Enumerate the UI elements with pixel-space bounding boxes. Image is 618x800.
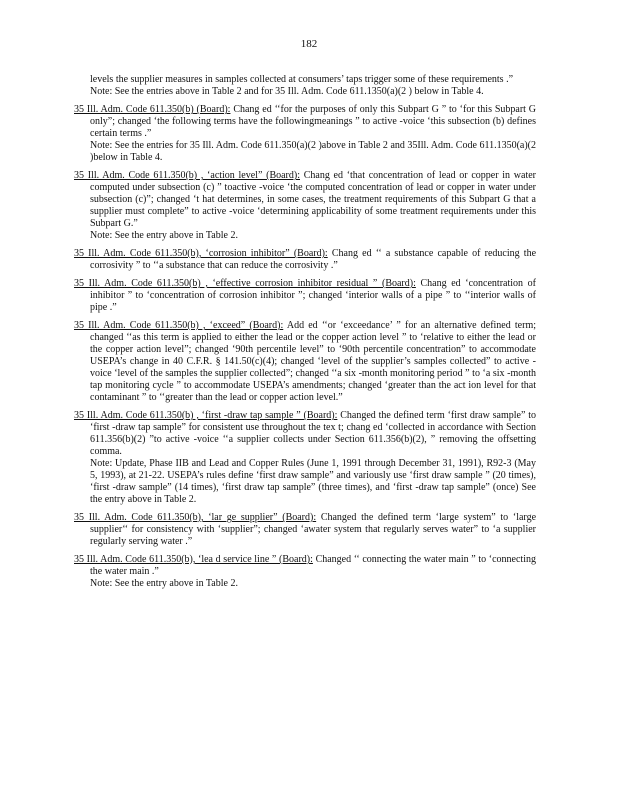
- entry-citation: 35 Ill. Adm. Code 611.350(b) , ‘action level” (Board):: [74, 170, 300, 181]
- table-entry: [74, 410, 536, 506]
- entry-text: Chang ed ‘‘for the purposes of only this Subpart G ” to ‘for this Subpart G only”; changed ‘the following terms have the followingmeanings ” to active -voice ‘this subsection (b) defines certain terms .”: [90, 104, 537, 139]
- continuation-text: levels the supplier measures in samples collected at consumers’ taps trigger some of these requirements .”: [90, 74, 514, 85]
- entry-citation: 35 Ill. Adm. Code 611.350(b), ‘corrosion inhibitor” (Board):: [74, 248, 328, 259]
- entry-paragraph: [74, 104, 536, 140]
- continuation-note: Note: See the entries above in Table 2 and for 35 Ill. Adm. Code 611.1350(a)(2 ) below in Table 4.: [90, 86, 484, 97]
- entries-list: [74, 104, 536, 590]
- entry-text: Changed the defined term ‘large system” to ‘large supplier‘‘ for consistency with ‘supplier”; changed ‘awater system that regularly serves water” to ‘a supplier regularly serving water .”: [90, 512, 537, 547]
- entry-paragraph: [74, 410, 536, 458]
- entry-text: Add ed ‘‘or ‘exceedance’ ” for an alternative defined term; changed ‘‘as this term is applied to either the lead or the copper action level ” to ‘relative to either the lead or the copper action level”; changed ‘90th percentile level” to ‘90th percentile concentration” to accommodate USEPA’s change in 40 C.F.R. § 141.50(c)(4); changed ‘level of the supplier’s samples collected” to active -voice ‘level of the samples the supplier collected”; changed ‘‘a six -month monitoring period ” to ‘a six -month tap monitoring cycle ” to accommodate USEPA’s amendments; changed ‘greater than the act ion level for that contaminant ” to ‘‘greater than the lead or copper action level.”: [90, 320, 537, 403]
- entry-paragraph: [74, 170, 536, 230]
- table-entry: [74, 320, 536, 404]
- entry-note: Note: See the entry above in Table 2.: [90, 578, 238, 589]
- entry-text: Changed the defined term ‘first draw sample” to ‘first -draw tap sample” for consistent use throughout the tex t; chang ed ‘collected in accordance with Section 611.356(b)(2) ”to active -voice ‘‘a supplier collects under Section 611.356(b)(2), ” removing the offsetting comma.: [90, 410, 537, 457]
- entry-paragraph: [74, 278, 536, 314]
- table-entry: [74, 248, 536, 272]
- entry-paragraph: [74, 554, 536, 578]
- continuation-block: [74, 74, 536, 98]
- entry-citation: 35 Ill. Adm. Code 611.350(b) , ‘effective corrosion inhibitor residual ” (Board):: [74, 278, 416, 289]
- table-entry: [74, 512, 536, 548]
- entry-paragraph: [74, 512, 536, 548]
- table-entry: [74, 554, 536, 590]
- entry-note: Note: See the entries for 35 Ill. Adm. Code 611.350(a)(2 )above in Table 2 and 35Ill. Adm. Code 611.1350(a)(2 )below in Table 4.: [90, 140, 536, 163]
- document-body: [74, 74, 536, 590]
- entry-paragraph: [74, 248, 536, 272]
- table-entry: [74, 104, 536, 164]
- entry-text: Changed ‘‘ connecting the water main ” to ‘connecting the water main .”: [90, 554, 536, 577]
- entry-citation: 35 Ill. Adm. Code 611.350(b) (Board):: [74, 104, 231, 115]
- entry-text: Chang ed ‘that concentration of lead or copper in water computed under subsection (c) ” toactive -voice ‘the computed concentration of lead or copper in water under subsection (c)”; changed ‘t hat determines, in some cases, the treatment requirements of this Subpart G that a supplier must complete” to active -voice ‘determining applicability of some treatment requirements under this Subpart G.”: [90, 170, 536, 229]
- page-number: 182: [300, 38, 318, 50]
- table-entry: [74, 170, 536, 242]
- entry-note: Note: See the entry above in Table 2.: [90, 230, 238, 241]
- entry-paragraph: [74, 320, 536, 404]
- entry-citation: 35 Ill. Adm. Code 611.350(b), ‘lea d service line ” (Board):: [74, 554, 313, 565]
- entry-citation: 35 Ill. Adm. Code 611.350(b), ‘lar ge supplier” (Board):: [74, 512, 317, 523]
- entry-text: Chang ed ‘concentration of inhibitor ” to ‘concentration of corrosion inhibitor ”; changed ‘interior walls of a pipe ” to ‘‘interior walls of pipe .”: [90, 278, 536, 313]
- entry-note: Note: Update, Phase IIB and Lead and Copper Rules (June 1, 1991 through December 31, 1991), R92-3 (May 5, 1993), at 21-22. USEPA’s rules define ‘first draw sample” and variously use ‘first draw sample ” (20 times), ‘first -draw sample” (14 times), ‘first draw tap sample” (three times), and ‘first -draw tap sample” (once) See the entry above in Table 2.: [90, 458, 536, 505]
- entry-text: Chang ed ‘‘ a substance capable of reducing the corrosivity ” to ‘‘a substance that can reduce the corrosivity .”: [90, 248, 537, 271]
- entry-citation: 35 Ill. Adm. Code 611.350(b) , ‘first -draw tap sample ” (Board):: [74, 410, 338, 421]
- entry-citation: 35 Ill. Adm. Code 611.350(b) , ‘exceed” (Board):: [74, 320, 284, 331]
- table-entry: [74, 278, 536, 314]
